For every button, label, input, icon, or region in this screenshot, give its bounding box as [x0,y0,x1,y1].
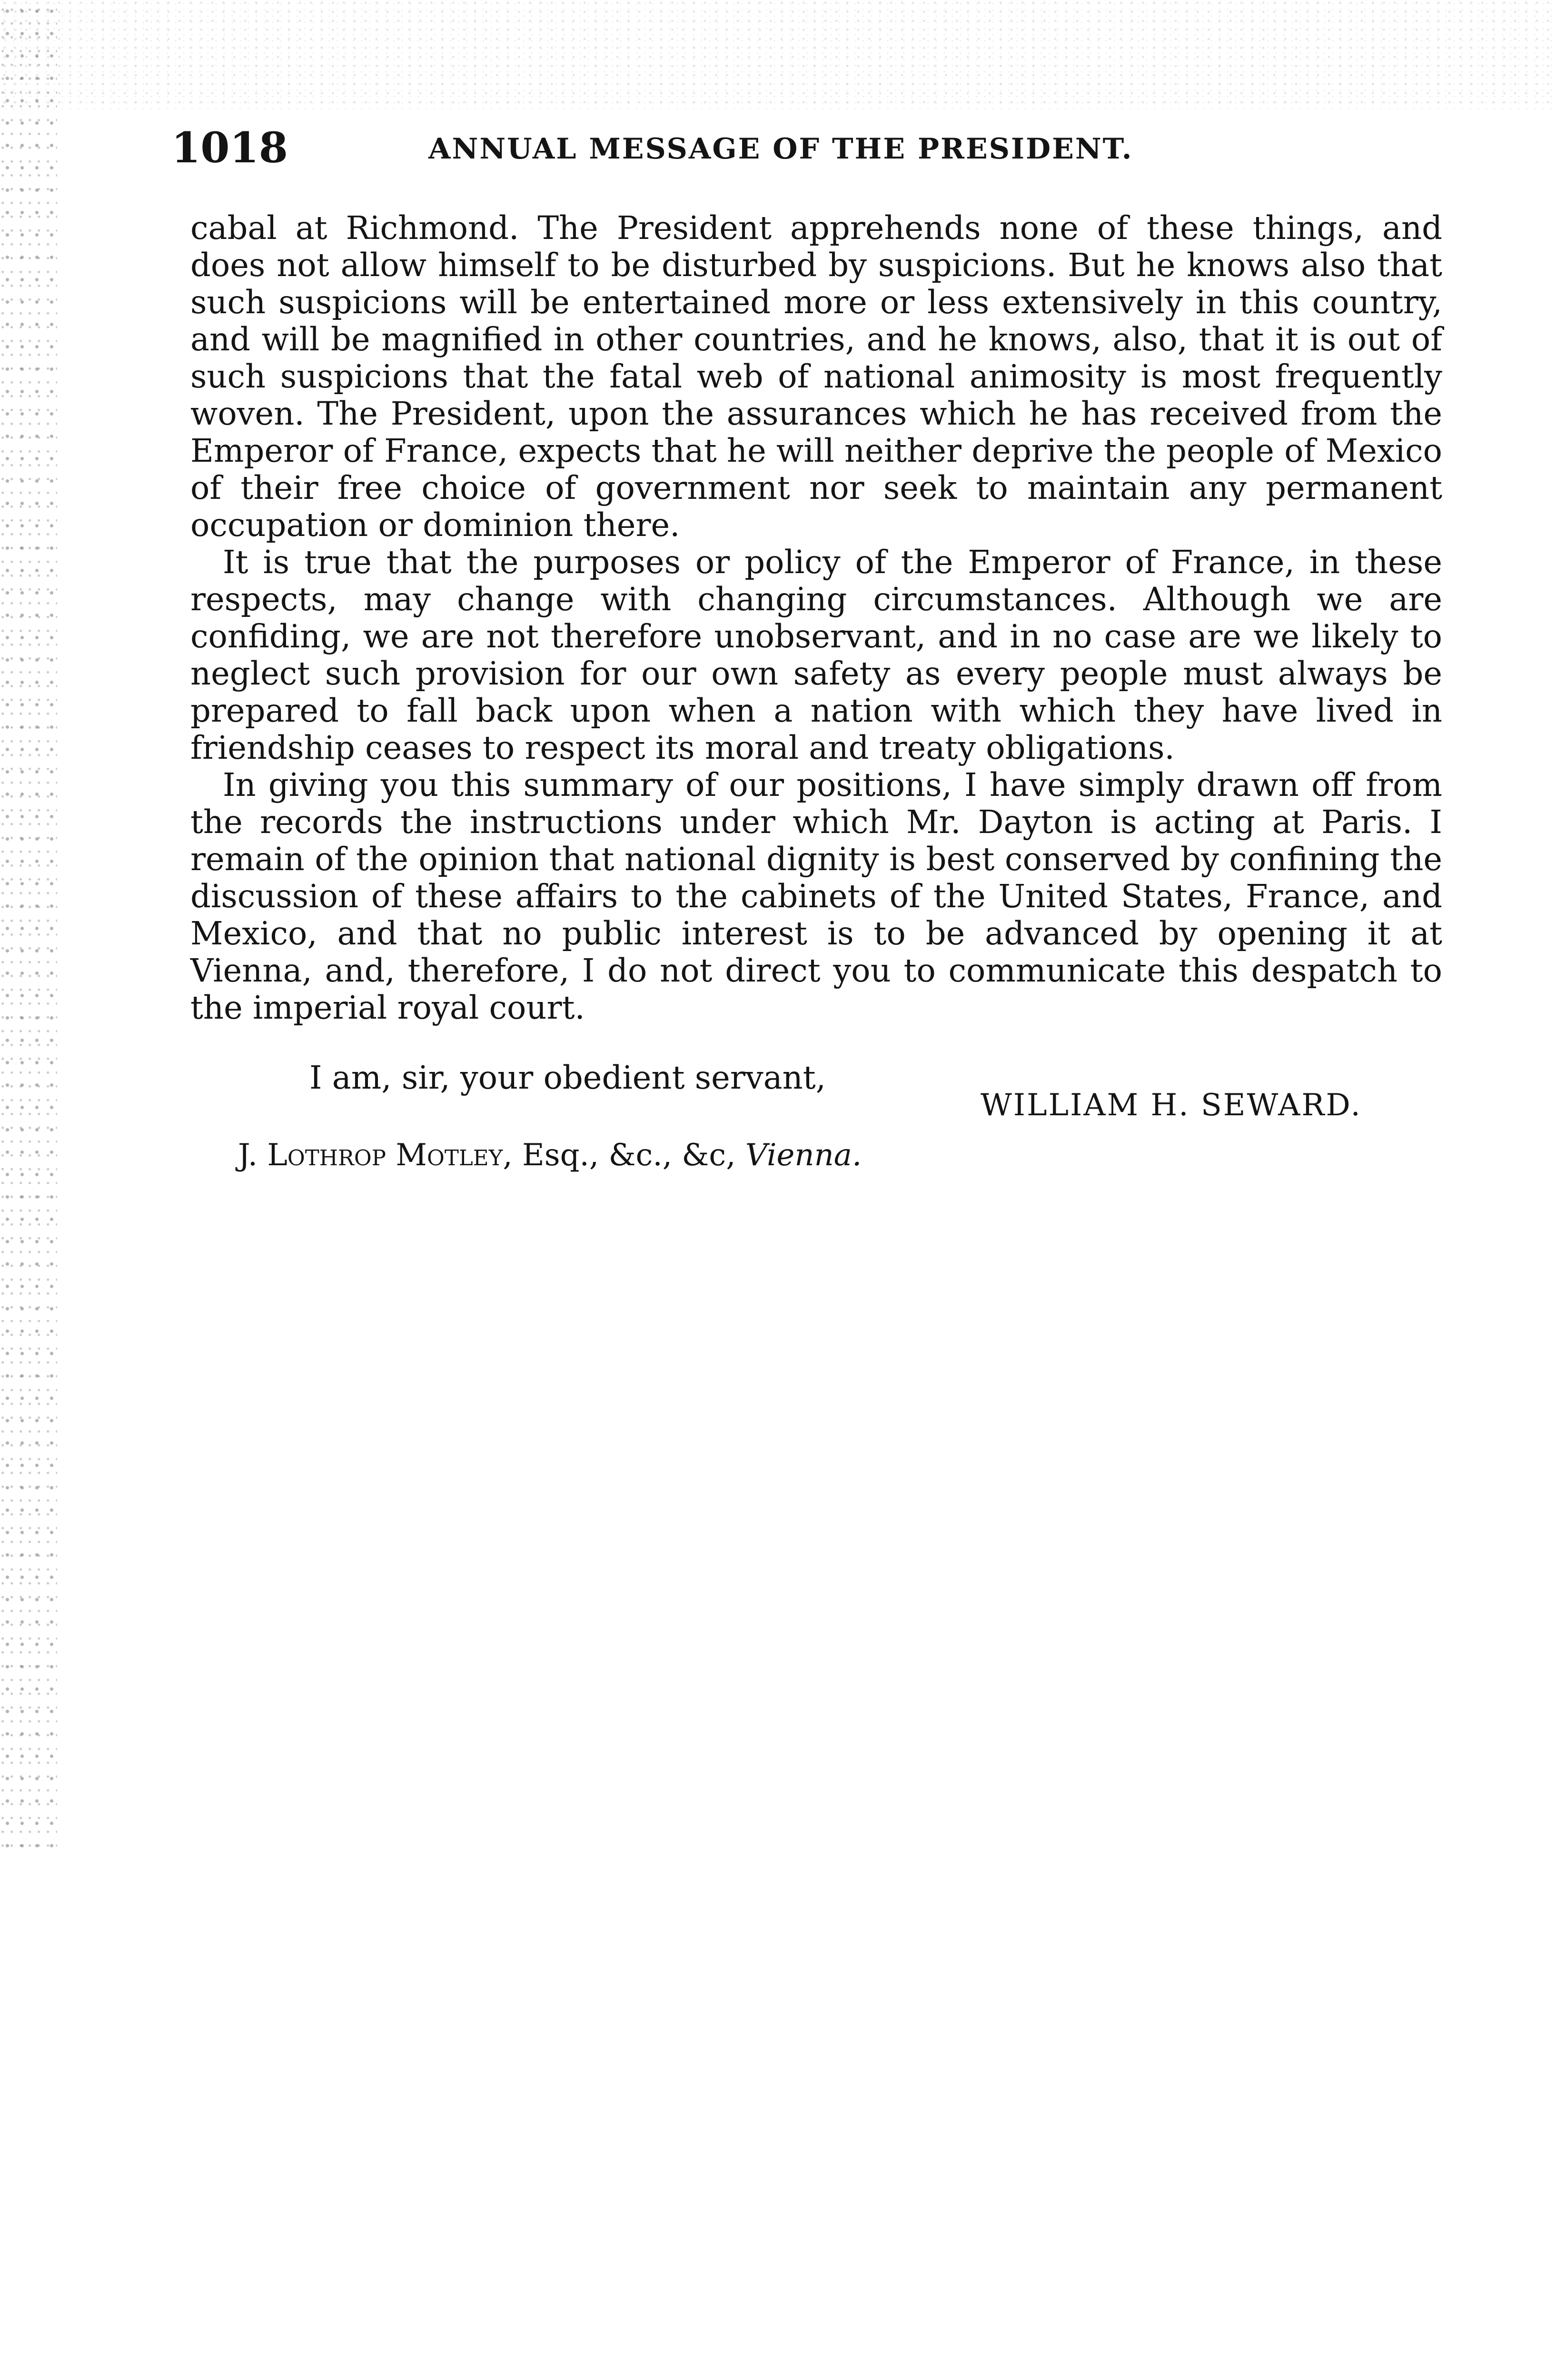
addressee-name: J. Lothrop Motley [238,1138,503,1173]
signature: WILLIAM H. SEWARD. [981,1088,1362,1123]
scan-noise-top [0,0,1556,109]
addressee-line [238,1138,862,1173]
closing-line: I am, sir, your obedient servant, [309,1059,826,1096]
body-text [190,209,1442,1026]
page-number: 1018 [171,123,288,172]
paragraph: cabal at Richmond. The President apprehends none of these things, and does not allow himself to be disturbed by suspicions. But he knows also that such suspicions will be entertained more or less extensively in this country, and will be magnified in other countries, and he knows, also, that it is out of such suspicions that the fatal web of national animosity is most frequently woven. The President, upon the assurances which he has received from the Emperor of France, expects that he will neither deprive the people of Mexico of their free choice of government nor seek to maintain any permanent occupation or dominion there. [190,209,1442,544]
running-head: ANNUAL MESSAGE OF THE PRESIDENT. [428,132,1133,166]
paragraph: It is true that the purposes or policy of the Emperor of France, in these respects, may change with changing circumstances. Although we are confiding, we are not therefore unobservant, and in no case are we likely to neglect such provision for our own safety as every people must always be prepared to fall back upon when a nation with which they have lived in friendship ceases to respect its moral and treaty obligations. [190,544,1442,766]
paragraph: In giving you this summary of our positions, I have simply drawn off from the records the instructions under which Mr. Dayton is acting at Paris. I remain of the opinion that national dignity is best conserved by confining the discussion of these affairs to the cabinets of the United States, France, and Mexico, and that no public interest is to be advanced by opening it at Vienna, and, therefore, I do not direct you to communicate this despatch to the imperial royal court. [190,766,1442,1026]
addressee-title: , Esq., &c., &c, [503,1138,745,1173]
scan-noise-left [0,0,57,1856]
addressee-place: Vienna. [745,1138,862,1173]
page-header [171,123,1409,180]
